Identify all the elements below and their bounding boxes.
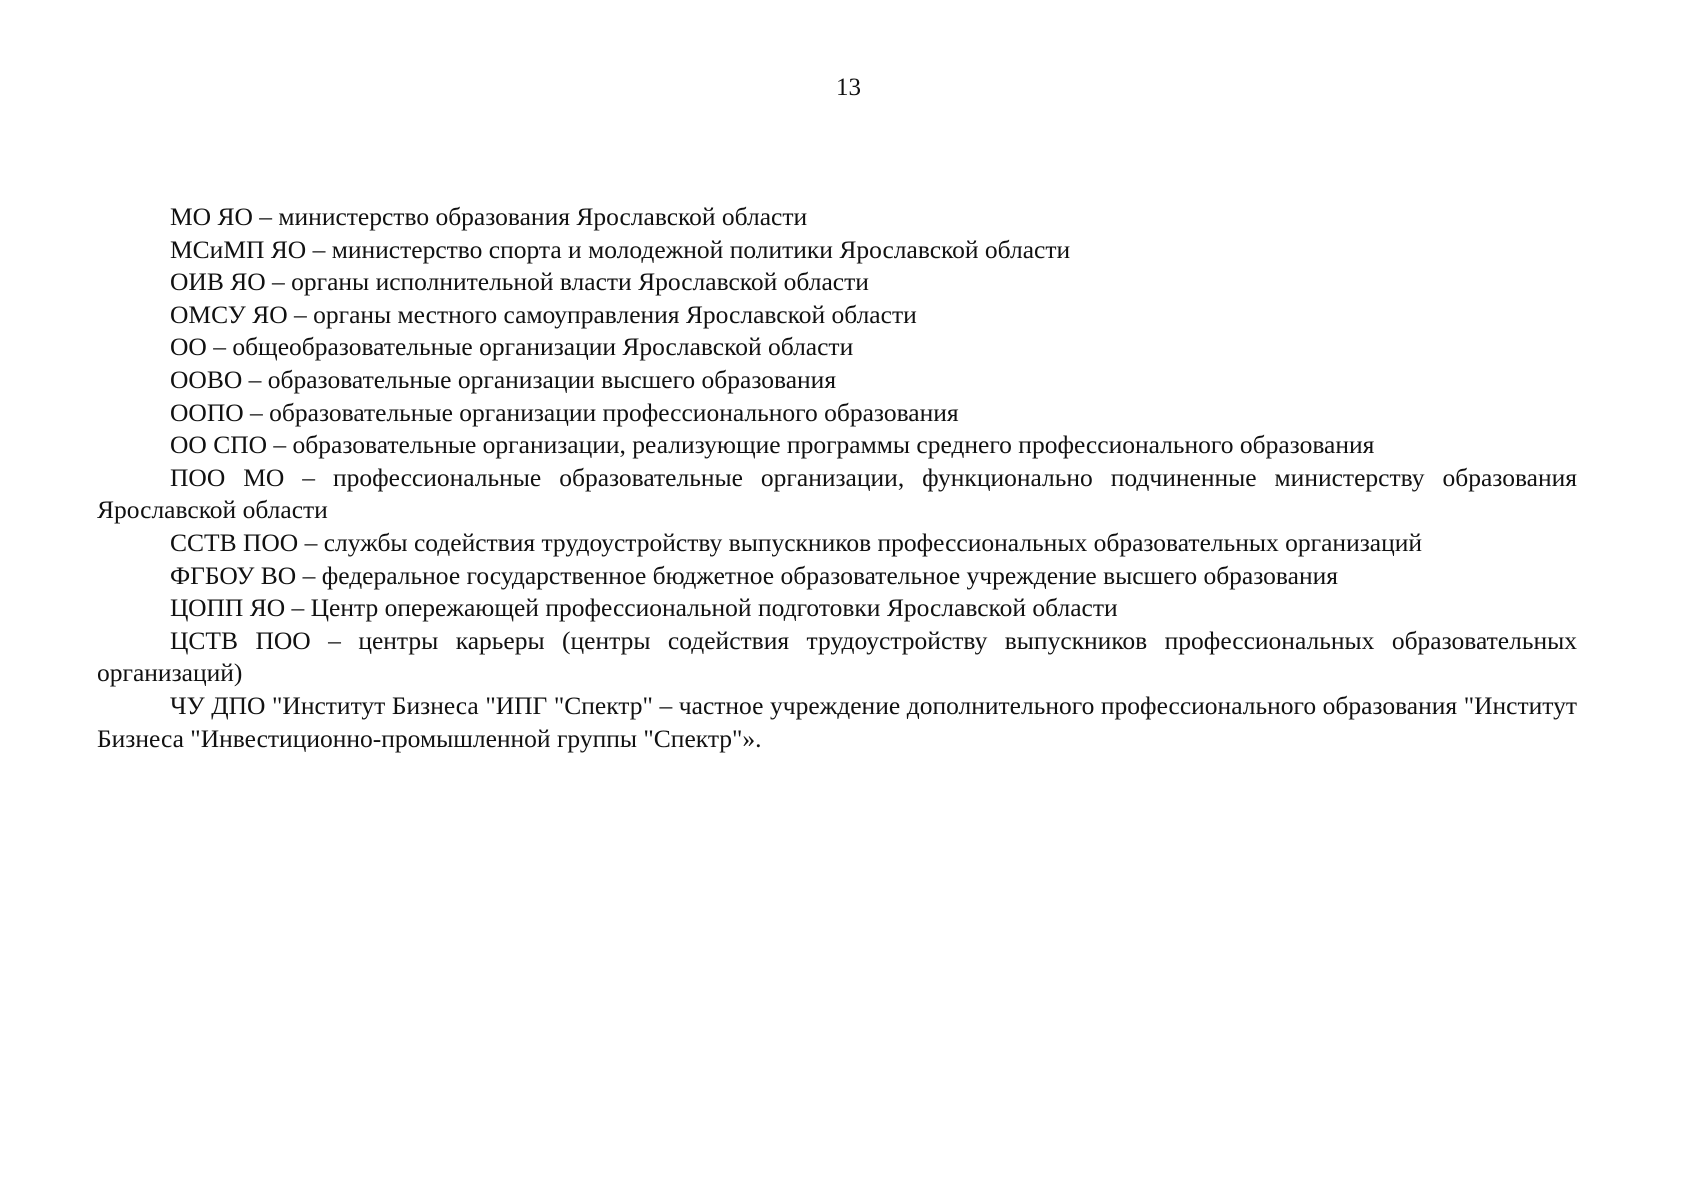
- abbreviation-entry-sstv-poo: ССТВ ПОО – службы содействия трудоустройству выпускников профессиональных образовательных организаций: [170, 527, 1423, 557]
- abbreviation-entry-mo-yao: МО ЯО – министерство образования Ярославской области: [170, 202, 808, 231]
- abbreviation-entry-oiv-yao: ОИВ ЯО – органы исполнительной власти Ярославской области: [170, 267, 869, 297]
- abbreviation-entry-oovo: ООВО – образовательные организации высшего образования: [170, 364, 837, 394]
- abbreviation-entry-oo-spo: ОО СПО – образовательные организации, реализующие программы среднего профессионального образования: [170, 430, 1375, 460]
- abbreviation-entry-omsu-yao: ОМСУ ЯО – органы местного самоуправления Ярославской области: [170, 299, 917, 329]
- abbreviation-entry-oopo: ООПО – образовательные организации профессионального образования: [170, 397, 959, 427]
- abbreviation-entry-oo: ОО – общеобразовательные организации Ярославской области: [170, 332, 854, 362]
- abbreviation-entry-chu-dpo: ЧУ ДПО "Институт Бизнеса "ИПГ "Спектр" – частное учреждение дополнительного профессионального образования "Институт Бизнеса "Инвестиционно-промышленной группы "Спектр"».: [97, 690, 1577, 753]
- abbreviation-entry-fgbou-vo: ФГБОУ ВО – федеральное государственное бюджетное образовательное учреждение высшего образования: [170, 560, 1338, 590]
- abbreviation-entry-poo-mo: ПОО МО – профессиональные образовательные организации, функционально подчиненные министерству образования Ярославской области: [97, 462, 1577, 525]
- abbreviation-list: [97, 201, 1577, 755]
- abbreviation-entry-cstv-poo: ЦСТВ ПОО – центры карьеры (центры содействия трудоустройству выпускников профессиональных образовательных организаций): [97, 625, 1577, 688]
- abbreviation-entry-copp-yao: ЦОПП ЯО – Центр опережающей профессиональной подготовки Ярославской области: [170, 593, 1118, 623]
- abbreviation-entry-msimp-yao: МСиМП ЯО – министерство спорта и молодежной политики Ярославской области: [170, 234, 1071, 264]
- page-number: 13: [836, 74, 861, 101]
